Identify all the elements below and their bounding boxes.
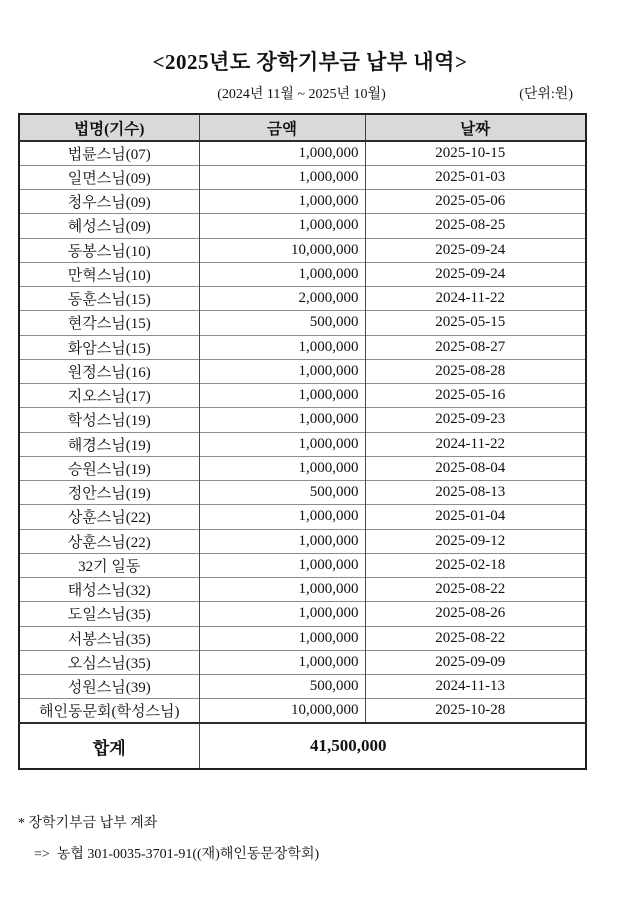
donation-table-footer xyxy=(19,723,586,769)
table-row xyxy=(19,432,586,456)
donor-name-cell: 태성스님(32) xyxy=(19,578,199,602)
date-cell: 2024-11-22 xyxy=(365,287,586,311)
date-cell: 2025-05-15 xyxy=(365,311,586,335)
date-cell: 2025-02-18 xyxy=(365,553,586,577)
date-cell: 2025-05-16 xyxy=(365,384,586,408)
table-row xyxy=(19,238,586,262)
donor-name-cell: 만혁스님(10) xyxy=(19,262,199,286)
table-row xyxy=(19,675,586,699)
donor-name-cell: 법륜스님(07) xyxy=(19,141,199,165)
amount-cell: 1,000,000 xyxy=(199,626,365,650)
table-row xyxy=(19,214,586,238)
date-cell: 2025-08-04 xyxy=(365,456,586,480)
amount-cell: 1,000,000 xyxy=(199,262,365,286)
donor-name-cell: 서봉스님(35) xyxy=(19,626,199,650)
table-row xyxy=(19,553,586,577)
table-row xyxy=(19,408,586,432)
amount-cell: 1,000,000 xyxy=(199,456,365,480)
donor-name-cell: 도일스님(35) xyxy=(19,602,199,626)
amount-cell: 2,000,000 xyxy=(199,287,365,311)
donor-name-cell: 일면스님(09) xyxy=(19,165,199,189)
date-cell: 2025-08-13 xyxy=(365,481,586,505)
amount-cell: 1,000,000 xyxy=(199,335,365,359)
amount-cell: 1,000,000 xyxy=(199,602,365,626)
donor-name-cell: 학성스님(19) xyxy=(19,408,199,432)
donor-name-cell: 동훈스님(15) xyxy=(19,287,199,311)
date-cell: 2025-08-22 xyxy=(365,626,586,650)
donor-name-cell: 혜성스님(09) xyxy=(19,214,199,238)
table-row xyxy=(19,650,586,674)
donor-name-cell: 청우스님(09) xyxy=(19,190,199,214)
date-cell: 2025-09-23 xyxy=(365,408,586,432)
date-cell: 2025-08-27 xyxy=(365,335,586,359)
date-cell: 2025-10-15 xyxy=(365,141,586,165)
donor-name-cell: 승원스님(19) xyxy=(19,456,199,480)
amount-cell: 1,000,000 xyxy=(199,408,365,432)
date-cell: 2025-08-26 xyxy=(365,602,586,626)
donor-name-cell: 동봉스님(10) xyxy=(19,238,199,262)
table-row xyxy=(19,699,586,723)
table-row xyxy=(19,602,586,626)
donor-name-cell: 오심스님(35) xyxy=(19,650,199,674)
table-row xyxy=(19,311,586,335)
table-row xyxy=(19,190,586,214)
table-row xyxy=(19,456,586,480)
donor-name-cell: 32기 일동 xyxy=(19,553,199,577)
date-cell: 2024-11-22 xyxy=(365,432,586,456)
amount-cell: 10,000,000 xyxy=(199,238,365,262)
date-cell: 2025-05-06 xyxy=(365,190,586,214)
donor-name-cell: 화암스님(15) xyxy=(19,335,199,359)
table-row xyxy=(19,165,586,189)
date-cell: 2025-08-25 xyxy=(365,214,586,238)
amount-cell: 1,000,000 xyxy=(199,505,365,529)
date-cell: 2025-08-22 xyxy=(365,578,586,602)
table-row xyxy=(19,481,586,505)
page-title: <2025년도 장학기부금 납부 내역> xyxy=(152,50,468,74)
date-cell: 2025-09-09 xyxy=(365,650,586,674)
header-row xyxy=(19,114,586,141)
date-cell: 2025-09-24 xyxy=(365,238,586,262)
subtitle-row xyxy=(18,83,585,103)
amount-cell: 1,000,000 xyxy=(199,529,365,553)
donor-name-cell: 현각스님(15) xyxy=(19,311,199,335)
table-row xyxy=(19,626,586,650)
donor-name-cell: 지오스님(17) xyxy=(19,384,199,408)
header-date-column: 날짜 xyxy=(365,114,586,141)
account-note-title: * 장학기부금 납부 계좌 xyxy=(18,816,158,831)
amount-cell: 1,000,000 xyxy=(199,578,365,602)
donor-name-cell: 해인동문회(학성스님) xyxy=(19,699,199,723)
table-row xyxy=(19,384,586,408)
amount-cell: 500,000 xyxy=(199,311,365,335)
table-row xyxy=(19,359,586,383)
date-cell: 2025-08-28 xyxy=(365,359,586,383)
amount-cell: 1,000,000 xyxy=(199,141,365,165)
donor-name-cell: 정안스님(19) xyxy=(19,481,199,505)
header-amount-column: 금액 xyxy=(199,114,365,141)
date-cell: 2024-11-13 xyxy=(365,675,586,699)
amount-cell: 500,000 xyxy=(199,481,365,505)
period-label: (2024년 11월 ~ 2025년 10월) xyxy=(217,87,386,102)
amount-cell: 1,000,000 xyxy=(199,190,365,214)
amount-cell: 500,000 xyxy=(199,675,365,699)
donation-table-header xyxy=(19,114,586,141)
donor-name-cell: 상훈스님(22) xyxy=(19,529,199,553)
amount-cell: 1,000,000 xyxy=(199,432,365,456)
total-label: 합계 xyxy=(19,723,199,769)
amount-cell: 10,000,000 xyxy=(199,699,365,723)
date-cell: 2025-09-24 xyxy=(365,262,586,286)
donation-table-body xyxy=(19,141,586,723)
date-cell: 2025-01-04 xyxy=(365,505,586,529)
donor-name-cell: 해경스님(19) xyxy=(19,432,199,456)
amount-cell: 1,000,000 xyxy=(199,650,365,674)
account-note-detail: => 농협 301-0035-3701-91((재)해인동문장학회) xyxy=(34,847,320,862)
donor-name-cell: 원정스님(16) xyxy=(19,359,199,383)
donation-table xyxy=(18,113,587,770)
table-row xyxy=(19,287,586,311)
total-value: 41,500,000 xyxy=(199,723,586,769)
unit-label: (단위:원) xyxy=(519,87,573,102)
amount-cell: 1,000,000 xyxy=(199,359,365,383)
table-row xyxy=(19,505,586,529)
table-row xyxy=(19,141,586,165)
header-name-column: 법명(기수) xyxy=(19,114,199,141)
total-row xyxy=(19,723,586,769)
date-cell: 2025-01-03 xyxy=(365,165,586,189)
amount-cell: 1,000,000 xyxy=(199,165,365,189)
donor-name-cell: 성원스님(39) xyxy=(19,675,199,699)
table-row xyxy=(19,335,586,359)
amount-cell: 1,000,000 xyxy=(199,553,365,577)
table-row xyxy=(19,262,586,286)
table-row xyxy=(19,578,586,602)
date-cell: 2025-09-12 xyxy=(365,529,586,553)
donor-name-cell: 상훈스님(22) xyxy=(19,505,199,529)
amount-cell: 1,000,000 xyxy=(199,384,365,408)
amount-cell: 1,000,000 xyxy=(199,214,365,238)
date-cell: 2025-10-28 xyxy=(365,699,586,723)
table-row xyxy=(19,529,586,553)
